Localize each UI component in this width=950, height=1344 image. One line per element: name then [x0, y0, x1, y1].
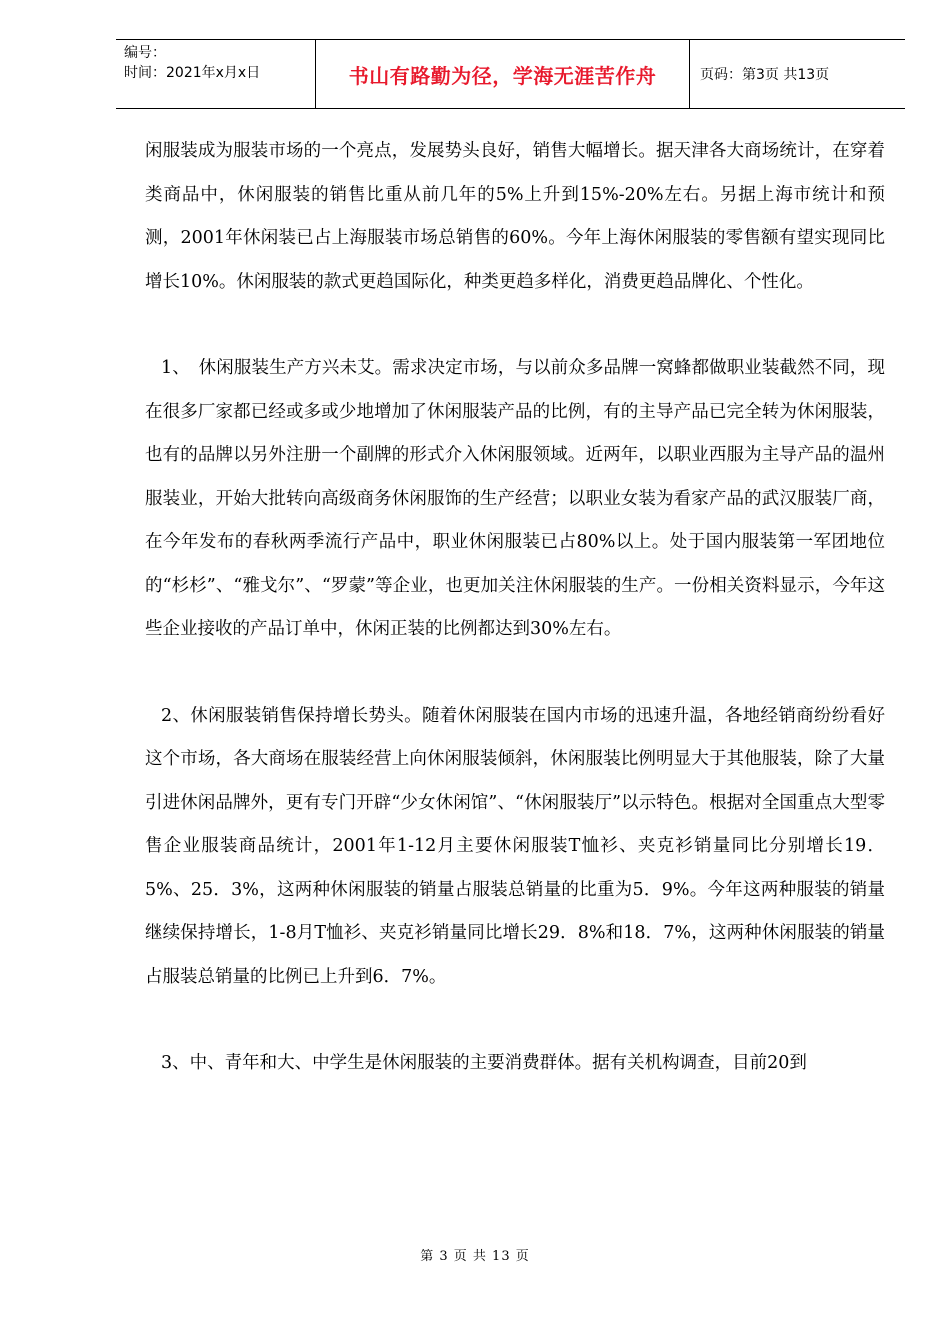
paragraph-intro: 闲服装成为服装市场的一个亮点，发展势头良好，销售大幅增长。据天津各大商场统计，在穿着类商品中，休闲服装的销售比重从前几年的5%上升到15%-20%左右。另据上海市统计和预测，2001年休闲装已占上海服装市场总销售的60%。今年上海休闲服装的零售额有望实现同比增长10%。休闲服装的款式更趋国际化，种类更趋多样化，消费更趋品牌化、个性化。: [145, 141, 885, 292]
header-meta-cell: [116, 40, 316, 108]
paragraph-section-1: 1、 休闲服装生产方兴未艾。需求决定市场，与以前众多品牌一窝蜂都做职业装截然不同，现在很多厂家都已经或多或少地增加了休闲服装产品的比例，有的主导产品已完全转为休闲服装，也有的品牌以另外注册一个副牌的形式介入休闲服领域。近两年，以职业西服为主导产品的温州服装业，开始大批转向高级商务休闲服饰的生产经营；以职业女装为看家产品的武汉服装厂商，在今年发布的春秋两季流行产品中，职业休闲服装已占80%以上。处于国内服装第一军团地位的“杉杉”、“雅戈尔”、“罗蒙”等企业，也更加关注休闲服装的生产。一份相关资料显示，今年这些企业接收的产品订单中，休闲正装的比例都达到30%左右。: [145, 358, 885, 639]
page-header: [116, 39, 905, 109]
paragraph-section-2: 2、休闲服装销售保持增长势头。随着休闲服装在国内市场的迅速升温，各地经销商纷纷看好这个市场，各大商场在服装经营上向休闲服装倾斜，休闲服装比例明显大于其他服装，除了大量引进休闲品牌外，更有专门开辟“少女休闲馆”、“休闲服装厅”以示特色。根据对全国重点大型零售企业服装商品统计，2001年1-12月主要休闲服装T恤衫、夹克衫销量同比分别增长19．5%、25．3%，这两种休闲服装的销量占服装总销量的比重为5．9%。今年这两种服装的销量继续保持增长，1-8月T恤衫、夹克衫销量同比增长29．8%和18．7%，这两种休闲服装的销量占服装总销量的比例已上升到6．7%。: [145, 705, 885, 987]
header-motto: 书山有路勤为径，学海无涯苦作舟: [316, 40, 690, 108]
document-number-label: 编号：: [124, 45, 166, 61]
document-body: [145, 130, 885, 1086]
document-time-label: 时间：2021年x月x日: [124, 65, 261, 81]
paragraph-section-3: 3、中、青年和大、中学生是休闲服装的主要消费群体。据有关机构调查，目前20到: [161, 1053, 807, 1073]
header-page-number: 页码：第3页 共13页: [700, 67, 830, 83]
page-footer: 第 3 页 共 13 页: [420, 1249, 530, 1264]
